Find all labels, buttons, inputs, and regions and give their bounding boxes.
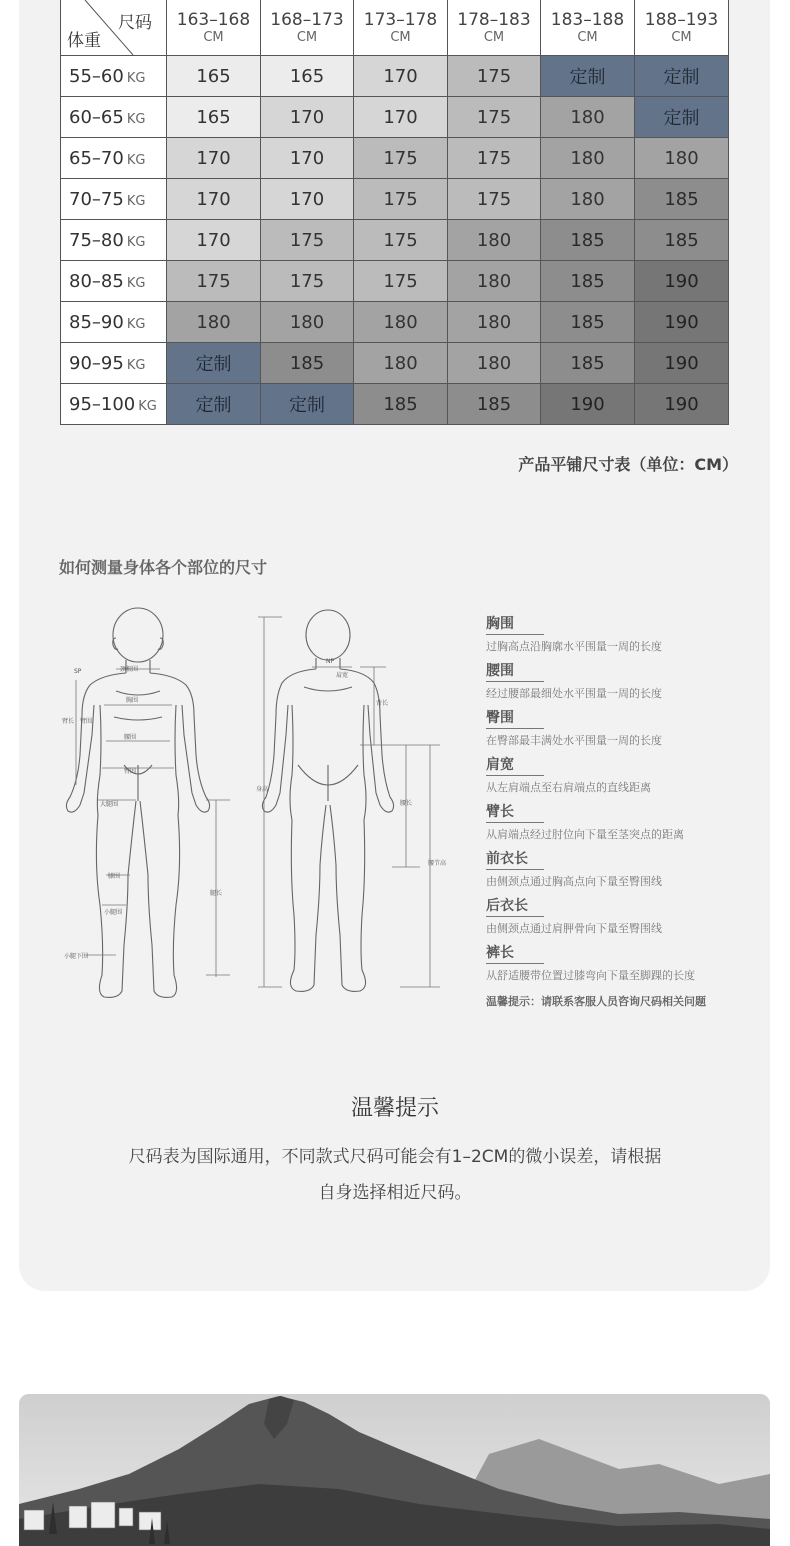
- size-cell: 定制: [635, 97, 729, 138]
- size-cell: 定制: [167, 384, 261, 425]
- table-row: [61, 138, 729, 179]
- weight-unit: KG: [126, 193, 146, 209]
- table-row: [61, 56, 729, 97]
- label-shoulder-width: 肩宽: [336, 672, 349, 679]
- weight-cell: [61, 384, 167, 425]
- size-cell: 180: [541, 97, 635, 138]
- height-header-cell: [167, 0, 261, 56]
- table-caption: 产品平铺尺寸表（单位：CM）: [518, 455, 738, 474]
- weight-unit: KG: [126, 316, 146, 332]
- weight-cell: [61, 220, 167, 261]
- size-cell: 180: [261, 302, 354, 343]
- height-range: 173–178: [363, 9, 438, 30]
- size-cell: 定制: [261, 384, 354, 425]
- table-row: [61, 97, 729, 138]
- measure-item-desc: 从肩端点经过肘位向下量至茎突点的距离: [486, 828, 684, 841]
- label-waist-height: 腰节高: [428, 860, 447, 867]
- label-knee-circ: 膝围: [108, 873, 121, 880]
- label-hip-circ: 臀围: [124, 768, 137, 775]
- weight-range: 70–75: [69, 188, 124, 210]
- height-range: 168–173: [270, 9, 344, 30]
- height-unit: CM: [203, 29, 224, 45]
- weight-cell: [61, 302, 167, 343]
- measure-item-desc: 在臀部最丰满处水平围量一周的长度: [486, 734, 662, 747]
- tips-body: [0, 1139, 790, 1211]
- size-cell: 175: [448, 56, 541, 97]
- weight-range: 95–100: [69, 393, 136, 415]
- measure-item-label: 胸围: [486, 613, 544, 635]
- label-arm-length: 臂长: [62, 718, 75, 725]
- table-row: [61, 261, 729, 302]
- measure-item: [486, 660, 746, 701]
- size-cell: 170: [167, 179, 261, 220]
- size-cell: 185: [635, 179, 729, 220]
- measure-item-label: 臀围: [486, 707, 544, 729]
- table-row: [61, 384, 729, 425]
- weight-unit: KG: [126, 357, 146, 373]
- weight-cell: [61, 261, 167, 302]
- weight-range: 75–80: [69, 229, 124, 251]
- size-cell: 175: [448, 138, 541, 179]
- size-cell: 185: [541, 302, 635, 343]
- label-leg-length: 腿长: [210, 890, 223, 897]
- label-waist-circ: 腰围: [124, 734, 137, 741]
- size-cell: 180: [448, 220, 541, 261]
- measurement-definitions: [486, 613, 746, 1009]
- size-cell: 定制: [541, 56, 635, 97]
- size-cell: 185: [541, 343, 635, 384]
- weight-range: 85–90: [69, 311, 124, 333]
- height-header-cell: [448, 0, 541, 56]
- size-cell: 180: [541, 138, 635, 179]
- body-measurement-diagram: [56, 605, 451, 1010]
- size-cell: 170: [261, 138, 354, 179]
- size-cell: 175: [167, 261, 261, 302]
- height-unit: CM: [577, 29, 598, 45]
- table-row: [61, 179, 729, 220]
- size-cell: 定制: [167, 343, 261, 384]
- measure-item-label: 腰围: [486, 660, 544, 682]
- label-thigh-circ: 大腿围: [100, 801, 119, 808]
- table-corner-cell: [61, 0, 167, 56]
- height-unit: CM: [390, 29, 411, 45]
- label-lower-calf-circ: 小腿下围: [64, 953, 89, 960]
- weight-range: 65–70: [69, 147, 124, 169]
- weight-range: 90–95: [69, 352, 124, 374]
- size-cell: 185: [448, 384, 541, 425]
- label-neck-circ: 颈根围: [120, 666, 139, 673]
- measure-item-label: 肩宽: [486, 754, 544, 776]
- weight-cell: [61, 97, 167, 138]
- size-cell: 170: [167, 138, 261, 179]
- mountain-landscape-photo: [19, 1394, 770, 1546]
- size-cell: 175: [354, 220, 448, 261]
- weight-unit: KG: [126, 234, 146, 250]
- size-cell: 165: [261, 56, 354, 97]
- weight-unit: KG: [126, 152, 146, 168]
- size-cell: 180: [635, 138, 729, 179]
- measure-item-desc: 经过腰部最细处水平围量一周的长度: [486, 687, 662, 700]
- measure-section-title: 如何测量身体各个部位的尺寸: [59, 558, 268, 577]
- measure-item-desc: 从左肩端点至右肩端点的直线距离: [486, 781, 651, 794]
- size-cell: 185: [635, 220, 729, 261]
- size-cell: 175: [354, 138, 448, 179]
- weight-range: 55–60: [69, 65, 124, 87]
- measure-item-label: 前衣长: [486, 848, 544, 870]
- label-sp: SP: [74, 668, 82, 675]
- size-cell: 180: [448, 261, 541, 302]
- label-back-length: 背长: [376, 700, 389, 707]
- measure-item: [486, 613, 746, 654]
- size-cell: 170: [354, 56, 448, 97]
- label-calf-circ: 小腿围: [104, 909, 123, 916]
- size-cell: 180: [541, 179, 635, 220]
- tips-heading: 温馨提示: [350, 1096, 439, 1121]
- weight-cell: [61, 179, 167, 220]
- measure-item-label: 裤长: [486, 942, 544, 964]
- height-header-cell: [261, 0, 354, 56]
- weight-range: 60–65: [69, 106, 124, 128]
- size-cell: 170: [261, 97, 354, 138]
- weight-range: 80–85: [69, 270, 124, 292]
- size-cell: 185: [541, 261, 635, 302]
- corner-label-weight: 体重: [67, 31, 101, 51]
- weight-unit: KG: [126, 275, 146, 291]
- size-cell: 175: [261, 261, 354, 302]
- size-cell: 185: [261, 343, 354, 384]
- size-cell: 170: [354, 97, 448, 138]
- measure-item: [486, 801, 746, 842]
- tips-line-2: 自身选择相近尺码。: [318, 1183, 472, 1203]
- measure-item-desc: 由侧颈点通过胸高点向下量至臀围线: [486, 875, 662, 888]
- height-unit: CM: [483, 29, 505, 45]
- label-arm-circ: 臂围: [80, 718, 93, 725]
- label-np: NP: [326, 658, 335, 665]
- size-cell: 170: [167, 220, 261, 261]
- measure-item: [486, 848, 746, 889]
- weight-unit: KG: [126, 111, 146, 127]
- table-row: [61, 220, 729, 261]
- measure-item-desc: 从舒适腰带位置过膝弯向下量至脚踝的长度: [486, 969, 695, 982]
- weight-cell: [61, 56, 167, 97]
- height-range: 163–168: [176, 9, 251, 30]
- weight-cell: [61, 343, 167, 384]
- size-cell: 175: [448, 179, 541, 220]
- height-header-cell: [541, 0, 635, 56]
- size-chart-table: [60, 0, 729, 425]
- size-cell: 190: [541, 384, 635, 425]
- size-cell: 190: [635, 302, 729, 343]
- size-cell: 180: [448, 302, 541, 343]
- height-header-cell: [354, 0, 448, 56]
- weight-cell: [61, 138, 167, 179]
- measure-item-desc: 过胸高点沿胸廓水平围量一周的长度: [486, 640, 662, 653]
- size-cell: 170: [261, 179, 354, 220]
- size-cell: 185: [354, 384, 448, 425]
- size-cell: 165: [167, 97, 261, 138]
- height-range: 178–183: [457, 9, 531, 30]
- size-cell: 165: [167, 56, 261, 97]
- measure-item: [486, 754, 746, 795]
- measure-item-label: 后衣长: [486, 895, 544, 917]
- table-row: [61, 343, 729, 384]
- corner-label-size: 尺码: [118, 13, 152, 33]
- height-unit: CM: [671, 29, 692, 45]
- table-header-row: [61, 0, 729, 56]
- size-cell: 190: [635, 343, 729, 384]
- measure-tip: 温馨提示：请联系客服人员咨询尺码相关问题: [486, 995, 706, 1008]
- label-waist-length: 腰长: [400, 800, 413, 807]
- measure-item: [486, 707, 746, 748]
- table-row: [61, 302, 729, 343]
- height-header-cell: [635, 0, 729, 56]
- size-cell: 定制: [635, 56, 729, 97]
- size-cell: 175: [448, 97, 541, 138]
- tips-line-1: 尺码表为国际通用，不同款式尺码可能会有1–2CM的微小误差，请根据: [128, 1147, 662, 1167]
- measure-item-label: 臂长: [486, 801, 544, 823]
- weight-unit: KG: [126, 70, 146, 86]
- size-cell: 190: [635, 261, 729, 302]
- measure-item-desc: 由侧颈点通过肩胛骨向下量至臀围线: [486, 922, 662, 935]
- size-cell: 175: [261, 220, 354, 261]
- size-cell: 180: [448, 343, 541, 384]
- height-unit: CM: [296, 29, 318, 45]
- size-cell: 185: [541, 220, 635, 261]
- weight-unit: KG: [138, 398, 157, 414]
- size-cell: 175: [354, 261, 448, 302]
- height-range: 183–188: [550, 9, 625, 30]
- measure-item: [486, 895, 746, 936]
- height-range: 188–193: [644, 9, 719, 30]
- measure-item: [486, 942, 746, 983]
- size-cell: 190: [635, 384, 729, 425]
- label-chest-circ: 胸围: [126, 697, 139, 704]
- size-cell: 180: [354, 343, 448, 384]
- size-cell: 175: [354, 179, 448, 220]
- label-height: 身高: [256, 786, 269, 793]
- size-cell: 180: [167, 302, 261, 343]
- size-cell: 180: [354, 302, 448, 343]
